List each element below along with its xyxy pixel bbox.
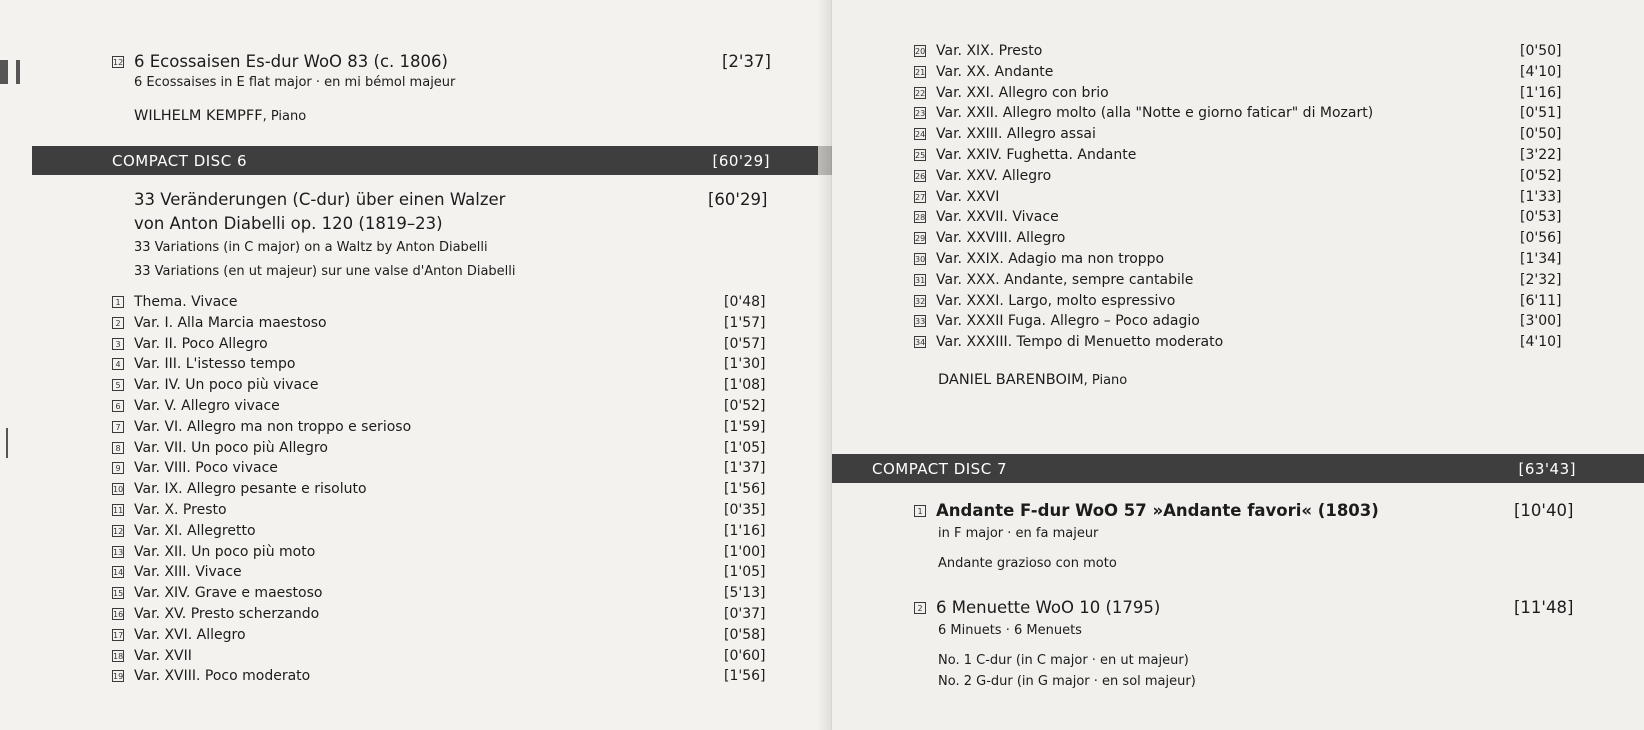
- track-row: [914, 334, 1223, 350]
- work-subtitle-fr: 33 Variations (en ut majeur) sur une valse d'Anton Diabelli: [134, 264, 516, 279]
- andante-duration: [10'40]: [1514, 501, 1574, 520]
- track-number: 31: [915, 275, 926, 285]
- track-title: Var. XXVI: [936, 188, 1000, 205]
- track-title: Var. XIX. Presto: [936, 43, 1043, 59]
- track-title: Var. VIII. Poco vivace: [134, 460, 278, 477]
- andante-title-row: [914, 501, 1379, 520]
- track-duration: [1'56]: [724, 668, 766, 685]
- track-title: Var. XXI. Allegro con brio: [936, 84, 1109, 101]
- track-row: [112, 356, 295, 372]
- track-number: 24: [915, 130, 926, 140]
- track-number: 17: [113, 630, 124, 640]
- disc-label: COMPACT DISC 7: [872, 459, 1007, 478]
- track-duration: [4'10]: [1520, 63, 1562, 80]
- track-number: 29: [915, 234, 926, 244]
- track-number: 1: [914, 505, 926, 517]
- ecossaisen-duration: [2'37]: [722, 52, 771, 71]
- track-number: 1: [112, 296, 124, 308]
- track-title: Var. XVIII. Poco moderato: [134, 668, 311, 685]
- track-duration: [1'30]: [724, 356, 766, 373]
- track-number: 23: [915, 109, 926, 119]
- performer-name: WILHELM KEMPFF: [134, 108, 263, 124]
- track-duration: [1'08]: [724, 377, 766, 394]
- menuette-no2: No. 2 G-dur (in G major · en sol majeur): [938, 674, 1196, 689]
- track-duration: [1'16]: [1520, 84, 1562, 101]
- track-duration: [1'33]: [1520, 188, 1562, 205]
- track-number: 19: [113, 672, 124, 682]
- track-title: Var. VI. Allegro ma non troppo e serioso: [134, 418, 412, 435]
- track-number: 13: [113, 547, 124, 557]
- track-number: 10: [113, 485, 124, 495]
- disc-duration: [60'29]: [712, 151, 770, 170]
- track-duration: [5'13]: [724, 585, 766, 602]
- track-title: Var. XIV. Grave e maestoso: [134, 585, 323, 602]
- disc-7-header: [832, 454, 1644, 483]
- track-number: 28: [915, 213, 926, 223]
- track-row: [112, 668, 310, 684]
- track-row: [112, 606, 319, 622]
- track-row: [112, 294, 238, 310]
- track-row: [914, 189, 999, 205]
- track-number: 12: [113, 57, 124, 67]
- track-duration: [1'34]: [1520, 251, 1562, 267]
- track-duration: [4'10]: [1520, 334, 1562, 351]
- track-number: 4: [112, 358, 124, 370]
- track-duration: [3'22]: [1520, 147, 1562, 163]
- track-title: Var. VII. Un poco più Allegro: [134, 439, 328, 456]
- track-number: 16: [113, 610, 124, 619]
- work-title-line1: 33 Veränderungen (C-dur) über einen Walzer: [134, 190, 506, 209]
- track-title: Var. XVI. Allegro: [134, 626, 246, 643]
- work-title-line2: von Anton Diabelli op. 120 (1819–23): [134, 214, 443, 233]
- track-duration: [6'11]: [1520, 292, 1562, 309]
- track-number: 20: [915, 47, 926, 56]
- track-row: [112, 544, 315, 560]
- track-duration: [0'52]: [724, 398, 766, 414]
- track-row: [112, 419, 411, 435]
- track-number: 34: [915, 338, 926, 348]
- crop-mark: [0, 60, 8, 84]
- andante-key: in F major · en fa majeur: [938, 526, 1099, 541]
- track-row: [112, 315, 327, 331]
- track-title: Var. XXXII Fuga. Allegro – Poco adagio: [936, 313, 1200, 330]
- ecossaisen-subtitle: 6 Ecossaises in E flat major · en mi bémol majeur: [134, 75, 456, 90]
- track-number: 11: [113, 506, 124, 515]
- track-title: Var. XX. Andante: [936, 63, 1054, 80]
- track-number: 14: [113, 568, 124, 578]
- track-duration: [1'05]: [724, 564, 766, 581]
- menuette-subtitle: 6 Minuets · 6 Menuets: [938, 623, 1082, 638]
- track-duration: [0'57]: [724, 335, 766, 352]
- track-duration: [1'59]: [724, 418, 766, 435]
- track-row: [914, 85, 1109, 101]
- track-title: Var. XXIII. Allegro assai: [936, 126, 1096, 143]
- track-number: 6: [112, 400, 124, 412]
- performer-barenboim: [938, 372, 1127, 388]
- track-row: [914, 64, 1053, 80]
- track-title: Var. XII. Un poco più moto: [134, 543, 316, 560]
- track-duration: [1'05]: [724, 439, 766, 456]
- track-title: Var. XXII. Allegro molto (alla "Notte e giorno faticar" di Mozart): [936, 105, 1374, 122]
- track-number: 27: [915, 192, 926, 202]
- performer-role: , Piano: [1083, 372, 1128, 388]
- track-row: [112, 398, 280, 414]
- track-number: 7: [112, 421, 124, 433]
- track-duration: [0'51]: [1520, 105, 1562, 122]
- track-row: [112, 440, 328, 456]
- track-number: 2: [914, 602, 926, 614]
- track-title: Var. XXIX. Adagio ma non troppo: [936, 251, 1165, 267]
- track-title: Var. XXX. Andante, sempre cantabile: [936, 271, 1194, 288]
- track-title: Var. XV. Presto scherzando: [134, 606, 320, 622]
- track-row: [914, 147, 1136, 163]
- track-duration: [0'60]: [724, 647, 766, 664]
- track-title: Var. XVII: [134, 647, 192, 664]
- crop-mark: [16, 60, 20, 84]
- track-number: 32: [915, 296, 926, 306]
- track-number: 21: [915, 67, 926, 77]
- track-title: Var. XXXIII. Tempo di Menuetto moderato: [936, 334, 1224, 351]
- track-number: 9: [112, 462, 124, 474]
- track-duration: [1'16]: [724, 522, 766, 539]
- track-number: 26: [915, 171, 926, 181]
- andante-tempo: Andante grazioso con moto: [938, 556, 1117, 571]
- right-page: [832, 0, 1644, 730]
- ecossaisen-title-row: [112, 52, 448, 71]
- track-row: [112, 564, 242, 580]
- track-number: 3: [112, 338, 124, 350]
- menuette-title: 6 Menuette WoO 10 (1795): [936, 598, 1161, 617]
- track-number: 25: [915, 151, 926, 160]
- track-row: [112, 585, 322, 601]
- performer-name: DANIEL BARENBOIM: [938, 372, 1084, 388]
- track-number: 12: [113, 526, 124, 536]
- track-row: [914, 126, 1096, 142]
- track-duration: [0'50]: [1520, 126, 1562, 143]
- track-row: [914, 293, 1175, 309]
- track-number: 8: [112, 442, 124, 454]
- andante-title: Andante F-dur WoO 57 »Andante favori« (1803): [936, 501, 1379, 520]
- track-duration: [0'52]: [1520, 167, 1562, 184]
- track-row: [914, 272, 1193, 288]
- disc-6-header: [32, 146, 832, 175]
- crop-mark: [6, 428, 8, 458]
- track-duration: [0'53]: [1520, 209, 1562, 226]
- track-title: Var. XXIV. Fughetta. Andante: [936, 147, 1137, 163]
- track-title: Var. XXVII. Vivace: [936, 209, 1059, 226]
- track-number: 30: [915, 255, 926, 264]
- track-duration: [0'35]: [724, 502, 766, 518]
- track-row: [112, 627, 246, 643]
- menuette-title-row: [914, 598, 1160, 617]
- disc-duration: [63'43]: [1518, 459, 1576, 478]
- performer-kempff: [134, 108, 306, 124]
- track-number: 5: [112, 379, 124, 391]
- track-duration: [3'00]: [1520, 313, 1562, 330]
- track-number: 2: [112, 317, 124, 329]
- track-duration: [1'00]: [724, 543, 766, 560]
- track-title: Var. XI. Allegretto: [134, 522, 256, 539]
- track-duration: [1'37]: [724, 460, 766, 477]
- work-duration: [60'29]: [708, 190, 768, 209]
- track-row: [112, 460, 278, 476]
- track-title: Var. X. Presto: [134, 502, 227, 518]
- performer-role: , Piano: [262, 108, 307, 124]
- track-row: [112, 481, 367, 497]
- track-title: Var. XIII. Vivace: [134, 564, 242, 581]
- track-number: 22: [915, 88, 926, 98]
- track-duration: [1'57]: [724, 314, 766, 331]
- track-title: Var. II. Poco Allegro: [134, 335, 268, 352]
- track-title: Var. XXXI. Largo, molto espressivo: [936, 292, 1176, 309]
- track-number: 18: [113, 651, 124, 661]
- track-row: [914, 313, 1200, 329]
- track-row: [914, 251, 1164, 267]
- track-duration: [0'37]: [724, 606, 766, 622]
- track-row: [914, 230, 1065, 246]
- track-number: 15: [113, 589, 124, 599]
- track-number: 33: [915, 317, 926, 327]
- track-row: [112, 502, 227, 518]
- track-title: Var. I. Alla Marcia maestoso: [134, 314, 327, 331]
- track-row: [914, 209, 1059, 225]
- track-title: Thema. Vivace: [134, 294, 238, 310]
- disc-label: COMPACT DISC 6: [112, 151, 247, 170]
- menuette-no1: No. 1 C-dur (in C major · en ut majeur): [938, 653, 1189, 668]
- track-duration: [0'58]: [724, 626, 766, 643]
- ecossaisen-title: 6 Ecossaisen Es-dur WoO 83 (c. 1806): [134, 52, 448, 71]
- track-title: Var. III. L'istesso tempo: [134, 356, 296, 373]
- track-row: [914, 105, 1373, 121]
- track-duration: [1'56]: [724, 481, 766, 498]
- track-row: [112, 648, 192, 664]
- track-title: Var. XXVIII. Allegro: [936, 230, 1066, 247]
- track-duration: [0'50]: [1520, 43, 1562, 59]
- track-duration: [0'48]: [724, 294, 766, 310]
- track-duration: [0'56]: [1520, 230, 1562, 247]
- track-title: Var. V. Allegro vivace: [134, 398, 280, 414]
- track-row: [914, 43, 1042, 59]
- track-title: Var. IX. Allegro pesante e risoluto: [134, 481, 367, 498]
- track-title: Var. IV. Un poco più vivace: [134, 377, 319, 394]
- track-row: [914, 168, 1051, 184]
- track-row: [112, 336, 268, 352]
- track-duration: [2'32]: [1520, 271, 1562, 288]
- track-title: Var. XXV. Allegro: [936, 167, 1052, 184]
- track-row: [112, 523, 256, 539]
- menuette-duration: [11'48]: [1514, 598, 1574, 617]
- work-subtitle-en: 33 Variations (in C major) on a Waltz by Anton Diabelli: [134, 240, 488, 255]
- track-row: [112, 377, 318, 393]
